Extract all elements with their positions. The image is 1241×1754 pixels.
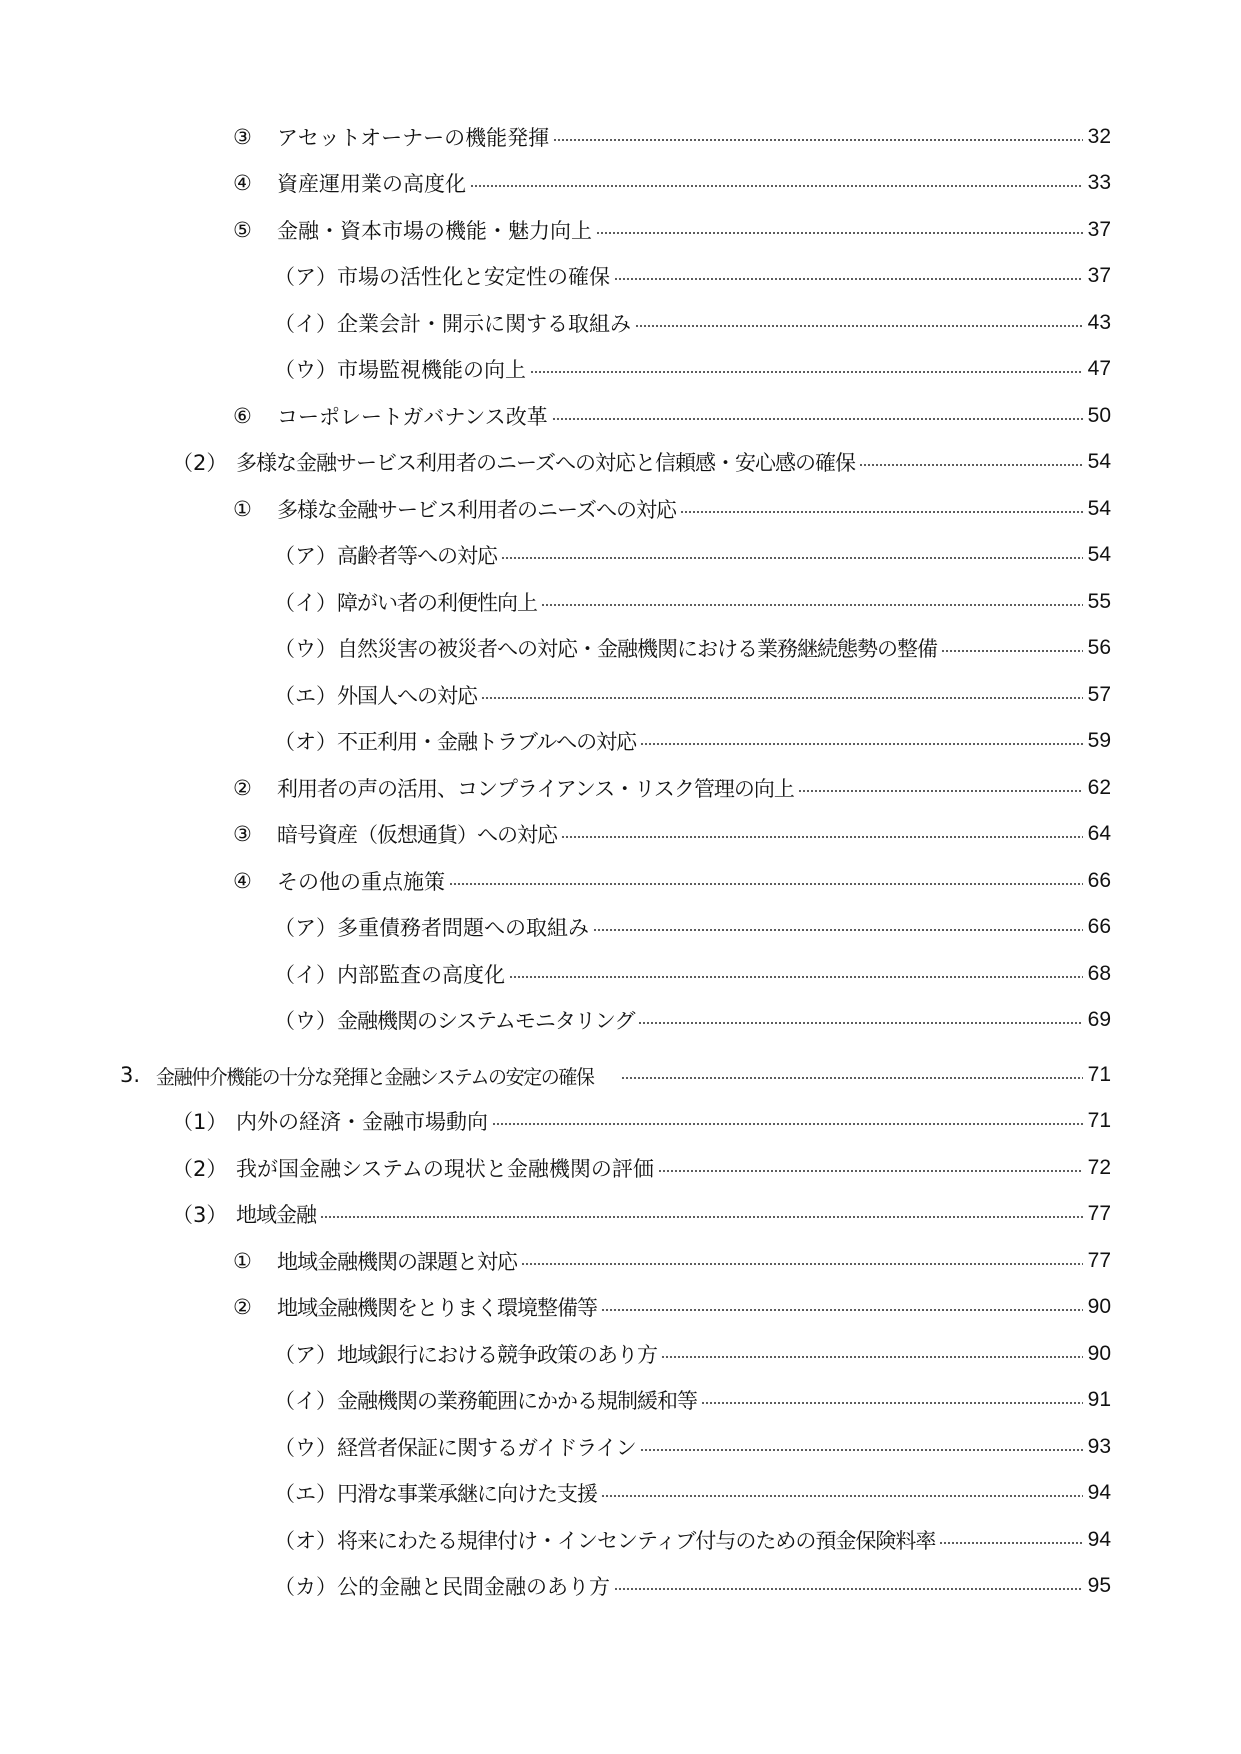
entry-title: 地域金融 bbox=[236, 1203, 316, 1227]
entry-number: ② bbox=[233, 1295, 252, 1319]
toc-entry[interactable] bbox=[274, 957, 1111, 991]
entry-title: その他の重点施策 bbox=[277, 870, 445, 894]
entry-number: （ア） bbox=[274, 265, 337, 289]
dot-leader bbox=[601, 1495, 1083, 1497]
entry-title: 内部監査の高度化 bbox=[337, 963, 505, 987]
dot-leader bbox=[521, 1263, 1083, 1265]
page-number: 77 bbox=[1087, 1249, 1111, 1272]
entry-number: （オ） bbox=[274, 1529, 337, 1553]
page-number: 47 bbox=[1087, 357, 1111, 380]
dot-leader bbox=[552, 418, 1083, 420]
toc-entry[interactable] bbox=[233, 492, 1111, 526]
toc-entry[interactable] bbox=[233, 1244, 1111, 1278]
page-number: 57 bbox=[1087, 683, 1111, 706]
toc-entry[interactable] bbox=[274, 538, 1111, 572]
entry-number: （ウ） bbox=[274, 637, 337, 661]
page-number: 54 bbox=[1087, 497, 1111, 520]
entry-title: 利用者の声の活用、コンプライアンス・リスク管理の向上 bbox=[277, 777, 794, 801]
toc-entry[interactable] bbox=[172, 1104, 1111, 1138]
page-number: 71 bbox=[1087, 1109, 1111, 1132]
page-number: 94 bbox=[1087, 1528, 1111, 1551]
page-number: 43 bbox=[1087, 311, 1111, 334]
page-number: 66 bbox=[1087, 869, 1111, 892]
entry-number: （エ） bbox=[274, 1482, 337, 1506]
entry-title: 外国人への対応 bbox=[337, 684, 477, 708]
entry-title: 内外の経済・金融市場動向 bbox=[236, 1110, 488, 1134]
page-number: 54 bbox=[1087, 450, 1111, 473]
dot-leader bbox=[530, 371, 1083, 373]
dot-leader bbox=[621, 1077, 1084, 1079]
dot-leader bbox=[798, 790, 1083, 792]
toc-chapter-entry[interactable] bbox=[120, 1058, 1111, 1092]
dot-leader bbox=[449, 883, 1083, 885]
dot-leader bbox=[501, 557, 1083, 559]
dot-leader bbox=[859, 464, 1083, 466]
page-number: 50 bbox=[1087, 404, 1111, 427]
page-number: 77 bbox=[1087, 1202, 1111, 1225]
dot-leader bbox=[596, 232, 1083, 234]
dot-leader bbox=[701, 1402, 1083, 1404]
dot-leader bbox=[470, 185, 1083, 187]
toc-entry[interactable] bbox=[172, 1197, 1111, 1231]
entry-number: （ウ） bbox=[274, 1009, 337, 1033]
entry-number: （ウ） bbox=[274, 358, 337, 382]
entry-number: （カ） bbox=[274, 1575, 337, 1599]
dot-leader bbox=[635, 325, 1083, 327]
entry-title: 多様な金融サービス利用者のニーズへの対応 bbox=[277, 498, 676, 522]
toc-entry[interactable] bbox=[274, 1337, 1111, 1371]
toc-entry[interactable] bbox=[274, 352, 1111, 386]
toc-entry[interactable] bbox=[274, 1523, 1111, 1557]
entry-number: ① bbox=[233, 497, 252, 521]
page-number: 56 bbox=[1087, 636, 1111, 659]
entry-number: ③ bbox=[233, 822, 252, 846]
entry-title: 市場の活性化と安定性の確保 bbox=[337, 265, 610, 289]
dot-leader bbox=[614, 1588, 1083, 1590]
dot-leader bbox=[941, 650, 1083, 652]
dot-leader bbox=[561, 836, 1083, 838]
entry-title: 自然災害の被災者への対応・金融機関における業務継続態勢の整備 bbox=[337, 637, 937, 661]
entry-title: 経営者保証に関するガイドライン bbox=[337, 1436, 636, 1460]
dot-leader bbox=[320, 1216, 1083, 1218]
page-number: 93 bbox=[1087, 1435, 1111, 1458]
page-number: 32 bbox=[1087, 125, 1111, 148]
entry-number: （エ） bbox=[274, 684, 337, 708]
toc-entry[interactable] bbox=[274, 259, 1111, 293]
page-number: 55 bbox=[1087, 590, 1111, 613]
dot-leader bbox=[481, 697, 1083, 699]
entry-number: ④ bbox=[233, 171, 252, 195]
toc-entry[interactable] bbox=[274, 1569, 1111, 1603]
dot-leader bbox=[640, 1449, 1083, 1451]
entry-number: （ア） bbox=[274, 916, 337, 940]
dot-leader bbox=[638, 1022, 1083, 1024]
page-number: 90 bbox=[1087, 1342, 1111, 1365]
entry-title: 円滑な事業承継に向けた支援 bbox=[337, 1482, 597, 1506]
toc-entry[interactable] bbox=[172, 1151, 1111, 1185]
page-number: 62 bbox=[1087, 776, 1111, 799]
entry-number: ③ bbox=[233, 125, 252, 149]
dot-leader bbox=[601, 1309, 1083, 1311]
page-number: 33 bbox=[1087, 171, 1111, 194]
dot-leader bbox=[509, 976, 1083, 978]
entry-title: 地域金融機関をとりまく環境整備等 bbox=[277, 1296, 597, 1320]
page-number: 54 bbox=[1087, 543, 1111, 566]
chapter-number: 3. bbox=[120, 1063, 141, 1087]
toc-entry[interactable] bbox=[172, 445, 1111, 479]
dot-leader bbox=[661, 1356, 1083, 1358]
page-number: 68 bbox=[1087, 962, 1111, 985]
page-number: 69 bbox=[1087, 1008, 1111, 1031]
entry-number: ⑥ bbox=[233, 404, 252, 428]
chapter-title: 金融仲介機能の十分な発揮と金融システムの安定の確保 bbox=[156, 1064, 594, 1089]
entry-number: （イ） bbox=[274, 1389, 337, 1413]
page-number: 90 bbox=[1087, 1295, 1111, 1318]
dot-leader bbox=[939, 1542, 1083, 1544]
entry-number: ④ bbox=[233, 869, 252, 893]
toc-entry[interactable] bbox=[274, 1383, 1111, 1417]
entry-title: 資産運用業の高度化 bbox=[277, 172, 466, 196]
dot-leader bbox=[680, 511, 1083, 513]
page-number: 94 bbox=[1087, 1481, 1111, 1504]
dot-leader bbox=[593, 929, 1083, 931]
dot-leader bbox=[553, 139, 1083, 141]
entry-title: 将来にわたる規律付け・インセンティブ付与のための預金保険料率 bbox=[337, 1529, 936, 1553]
toc-entry[interactable] bbox=[274, 1430, 1111, 1464]
entry-number: （ウ） bbox=[274, 1436, 337, 1460]
dot-leader bbox=[614, 278, 1083, 280]
dot-leader bbox=[492, 1123, 1083, 1125]
entry-title: 地域銀行における競争政策のあり方 bbox=[337, 1343, 657, 1367]
entry-number: （イ） bbox=[274, 591, 337, 615]
toc-entry[interactable] bbox=[233, 213, 1111, 247]
entry-title: アセットオーナーの機能発揮 bbox=[277, 126, 550, 150]
entry-number: （1） bbox=[172, 1110, 228, 1134]
entry-number: （2） bbox=[172, 1157, 228, 1181]
page-number: 91 bbox=[1087, 1388, 1111, 1411]
toc-entry[interactable] bbox=[274, 910, 1111, 944]
toc-entry[interactable] bbox=[233, 1290, 1111, 1324]
entry-title: 市場監視機能の向上 bbox=[337, 358, 526, 382]
toc-entry[interactable] bbox=[233, 399, 1111, 433]
page-number: 66 bbox=[1087, 915, 1111, 938]
entry-number: （イ） bbox=[274, 963, 337, 987]
entry-title: 不正利用・金融トラブルへの対応 bbox=[337, 730, 637, 754]
toc-entry[interactable] bbox=[274, 631, 1111, 665]
entry-title: コーポレートガバナンス改革 bbox=[277, 405, 548, 429]
entry-title: 金融・資本市場の機能・魅力向上 bbox=[277, 219, 592, 243]
toc-entry[interactable] bbox=[233, 166, 1111, 200]
page-number: 64 bbox=[1087, 822, 1111, 845]
page-number: 37 bbox=[1087, 218, 1111, 241]
toc-entry[interactable] bbox=[233, 817, 1111, 851]
dot-leader bbox=[541, 604, 1083, 606]
toc-entry[interactable] bbox=[233, 864, 1111, 898]
entry-number: ① bbox=[233, 1249, 252, 1273]
toc-entry[interactable] bbox=[233, 771, 1111, 805]
entry-title: 金融機関のシステムモニタリング bbox=[337, 1009, 635, 1033]
entry-number: （イ） bbox=[274, 312, 337, 336]
toc-entry[interactable] bbox=[274, 1476, 1111, 1510]
toc-entry[interactable] bbox=[274, 306, 1111, 340]
page-number: 95 bbox=[1087, 1574, 1111, 1597]
entry-number: （ア） bbox=[274, 1343, 337, 1367]
entry-number: （ア） bbox=[274, 544, 337, 568]
entry-title: 多様な金融サービス利用者のニーズへの対応と信頼感・安心感の確保 bbox=[236, 451, 855, 475]
page-number: 72 bbox=[1087, 1156, 1111, 1179]
toc-entry[interactable] bbox=[274, 678, 1111, 712]
entry-number: ⑤ bbox=[233, 218, 252, 242]
entry-title: 暗号資産（仮想通貨）への対応 bbox=[277, 823, 557, 847]
entry-title: 金融機関の業務範囲にかかる規制緩和等 bbox=[337, 1389, 697, 1413]
entry-number: ② bbox=[233, 776, 252, 800]
page-number: 37 bbox=[1087, 264, 1111, 287]
toc-entry[interactable] bbox=[274, 724, 1111, 758]
toc-entry[interactable] bbox=[274, 585, 1111, 619]
page-number: 71 bbox=[1087, 1063, 1111, 1086]
entry-title: 公的金融と民間金融のあり方 bbox=[337, 1575, 610, 1599]
toc-entry[interactable] bbox=[233, 120, 1111, 154]
entry-number: （2） bbox=[172, 451, 228, 475]
entry-title: 地域金融機関の課題と対応 bbox=[277, 1250, 517, 1274]
toc-entry[interactable] bbox=[274, 1003, 1111, 1037]
entry-title: 障がい者の利便性向上 bbox=[337, 591, 537, 615]
entry-title: 高齢者等への対応 bbox=[337, 544, 497, 568]
entry-number: （3） bbox=[172, 1203, 228, 1227]
entry-number: （オ） bbox=[274, 730, 337, 754]
entry-title: 多重債務者問題への取組み bbox=[337, 916, 589, 940]
entry-title: 企業会計・開示に関する取組み bbox=[337, 312, 631, 336]
dot-leader bbox=[640, 743, 1083, 745]
entry-title: 我が国金融システムの現状と金融機関の評価 bbox=[236, 1157, 654, 1181]
page-number: 59 bbox=[1087, 729, 1111, 752]
dot-leader bbox=[658, 1170, 1083, 1172]
